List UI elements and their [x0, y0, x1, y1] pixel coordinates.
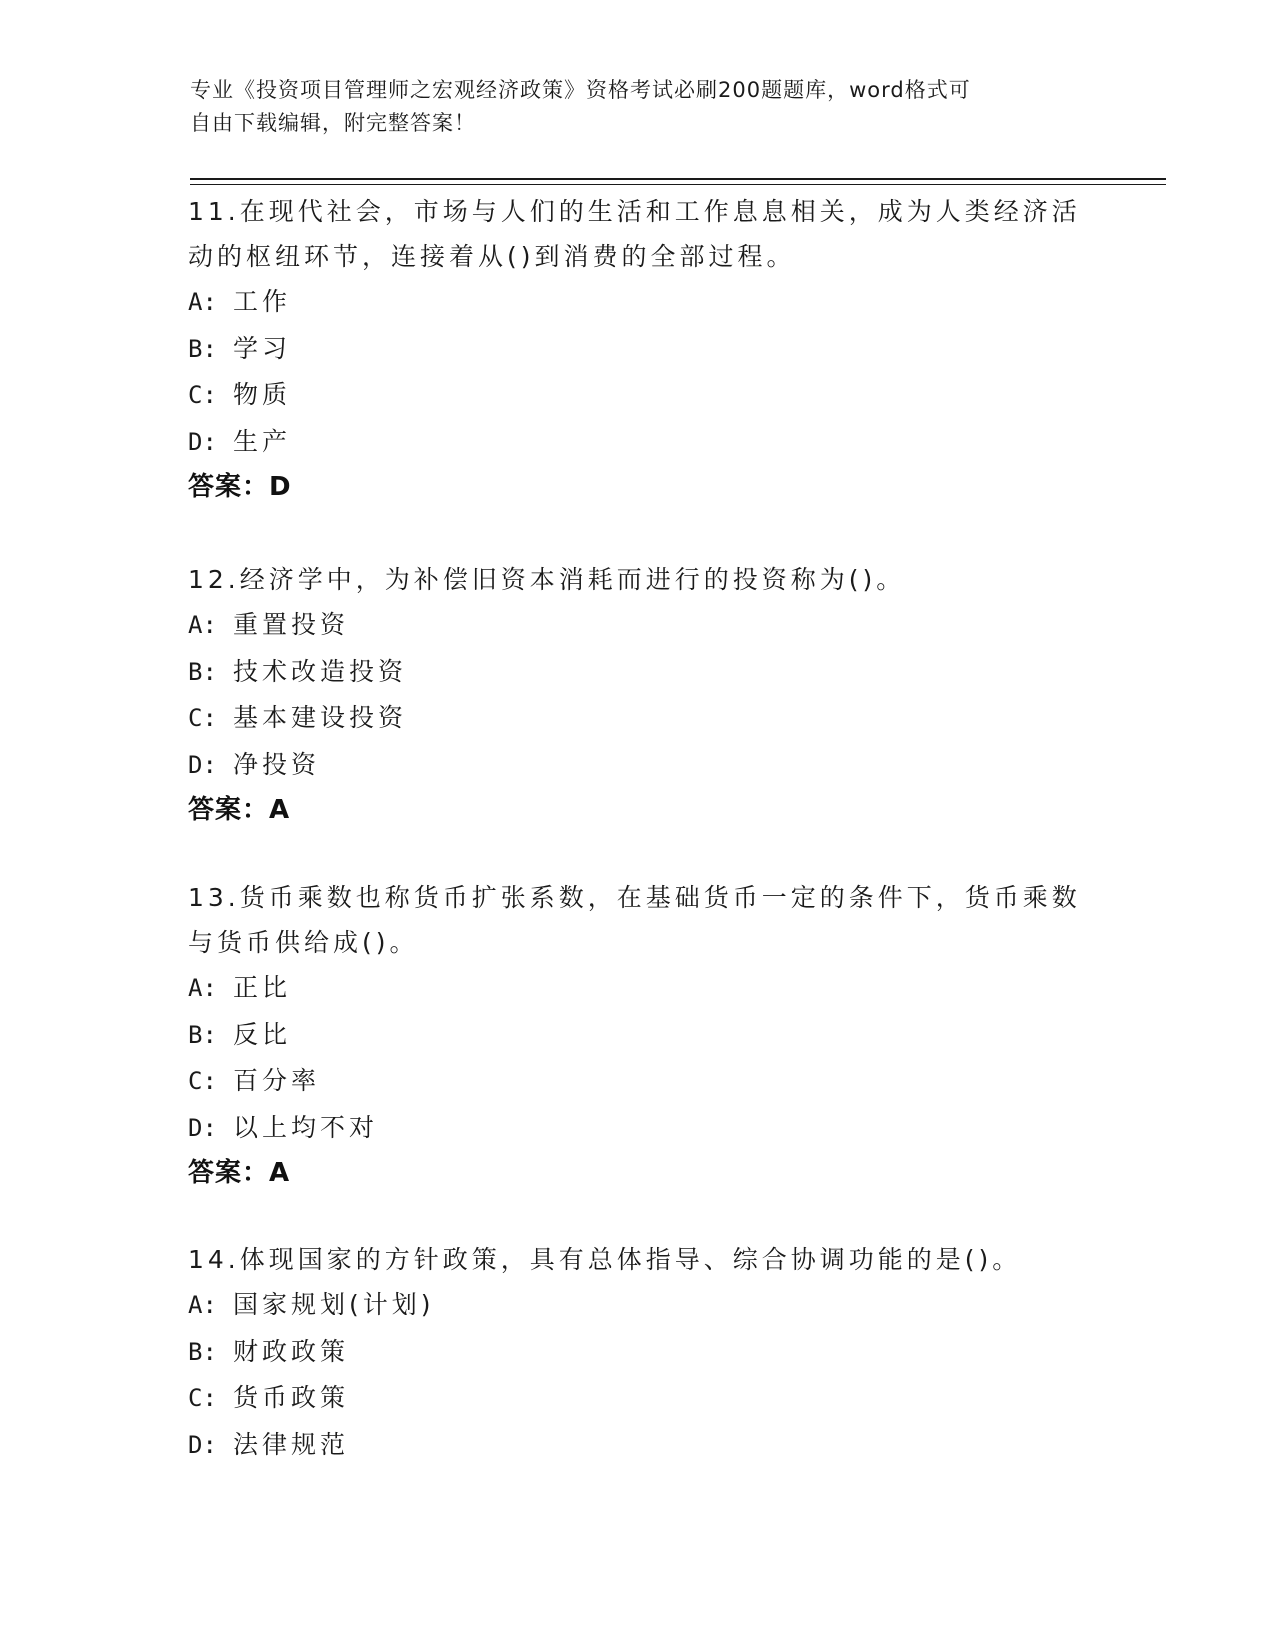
option-text: 财政政策: [233, 1336, 350, 1366]
option-letter: D:: [188, 427, 217, 456]
option-text: 法律规范: [233, 1429, 350, 1459]
header-line-1: 专业《投资项目管理师之宏观经济政策》资格考试必刷200题题库，word格式可: [190, 78, 971, 102]
option-d: [188, 1105, 1088, 1152]
option-letter: A:: [188, 974, 217, 1002]
option-text: 反比: [233, 1019, 292, 1049]
option-c: [188, 372, 1088, 419]
option-letter: C:: [188, 1384, 217, 1412]
option-a: [188, 279, 1088, 326]
question-14: [188, 1237, 1088, 1468]
option-text: 技术改造投资: [233, 656, 408, 686]
option-text: 正比: [233, 973, 292, 1002]
option-text: 工作: [233, 287, 292, 316]
option-b: [188, 1329, 1088, 1376]
option-letter: A:: [188, 611, 217, 639]
question-stem-line: 14.体现国家的方针政策，具有总体指导、综合协调功能的是()。: [188, 1245, 1022, 1274]
option-text: 学习: [233, 333, 292, 363]
option-letter: D:: [188, 1430, 217, 1459]
option-c: [188, 1375, 1088, 1422]
option-letter: B:: [188, 1020, 217, 1049]
option-letter: C:: [188, 704, 217, 732]
option-letter: C:: [188, 381, 217, 409]
option-text: 生产: [233, 426, 292, 456]
option-b: [188, 1012, 1088, 1059]
question-stem-line: 动的枢纽环节，连接着从()到消费的全部过程。: [188, 242, 796, 271]
question-13: [188, 875, 1088, 1196]
option-text: 物质: [233, 380, 292, 409]
option-a: [188, 602, 1088, 649]
document-header: [190, 74, 1090, 140]
question-stem-line: 13.货币乘数也称货币扩张系数，在基础货币一定的条件下，货币乘数: [188, 883, 1081, 912]
answer-line: 答案：D: [188, 472, 292, 502]
question-11: [188, 189, 1088, 510]
option-text: 百分率: [233, 1066, 321, 1095]
question-stem-line: 12.经济学中，为补偿旧资本消耗而进行的投资称为()。: [188, 565, 906, 594]
header-line-2: 自由下载编辑，附完整答案！: [190, 111, 476, 135]
option-text: 重置投资: [233, 610, 350, 639]
option-text: 国家规划(计划): [233, 1290, 435, 1319]
option-b: [188, 649, 1088, 696]
answer-line: 答案：A: [188, 1158, 291, 1188]
option-c: [188, 695, 1088, 742]
option-text: 货币政策: [233, 1383, 350, 1412]
option-letter: B:: [188, 1337, 217, 1366]
header-divider-thick: [190, 178, 1166, 180]
option-letter: A:: [188, 1291, 217, 1319]
option-d: [188, 742, 1088, 789]
answer-line: 答案：A: [188, 795, 291, 825]
option-a: [188, 1282, 1088, 1329]
option-letter: B:: [188, 334, 217, 363]
option-letter: B:: [188, 657, 217, 686]
option-text: 净投资: [233, 749, 321, 779]
header-divider-thin: [190, 184, 1166, 185]
option-letter: A:: [188, 288, 217, 316]
option-letter: C:: [188, 1067, 217, 1095]
question-12: [188, 557, 1088, 833]
option-a: [188, 965, 1088, 1012]
option-c: [188, 1058, 1088, 1105]
option-letter: D:: [188, 1113, 217, 1142]
option-text: 以上均不对: [233, 1112, 379, 1142]
question-stem-line: 与货币供给成()。: [188, 928, 419, 957]
option-letter: D:: [188, 750, 217, 779]
option-d: [188, 419, 1088, 466]
option-text: 基本建设投资: [233, 703, 408, 732]
option-b: [188, 326, 1088, 373]
option-d: [188, 1422, 1088, 1469]
question-stem-line: 11.在现代社会，市场与人们的生活和工作息息相关，成为人类经济活: [188, 197, 1081, 226]
